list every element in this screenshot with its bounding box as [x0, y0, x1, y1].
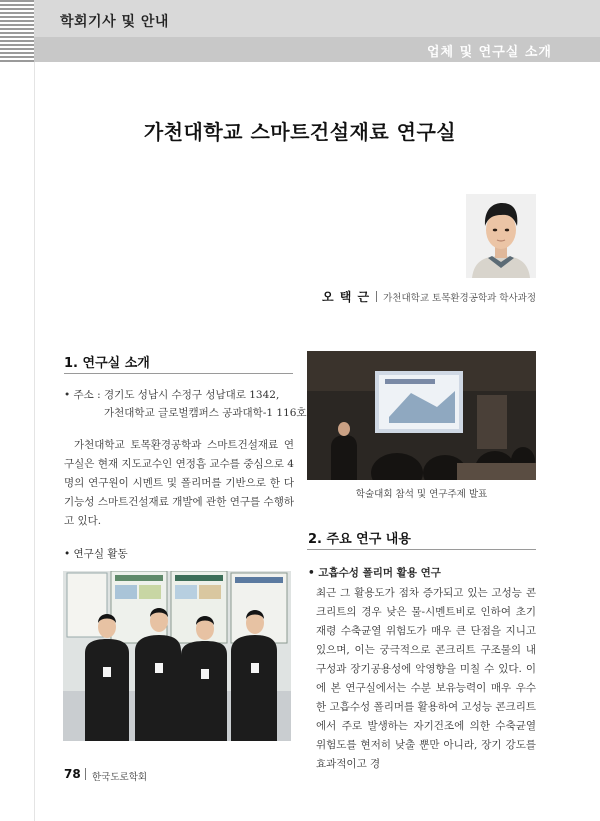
- address-block: [64, 386, 307, 422]
- article-title: 가천대학교 스마트건설재료 연구실: [143, 120, 457, 144]
- margin-stripe: [0, 0, 34, 62]
- author-portrait: [466, 194, 536, 278]
- lab-intro-paragraph: 가천대학교 토목환경공학과 스마트건설재료 연구실은 현재 지도교수인 연정흠 교수를 중심으로 4명의 연구원이 시멘트 및 폴리머를 기반으로 한 다기능성 스마트건설재료 개발에 관한 연구를 수행하고 있다.: [64, 439, 294, 527]
- figure-caption: 학술대회 참석 및 연구주제 발표: [355, 489, 488, 500]
- section-2-rule: [307, 549, 536, 550]
- author-name: 오 택 근: [321, 290, 371, 304]
- conference-presentation-scene: [307, 351, 536, 480]
- section-1-heading: 1. 연구실 소개: [64, 356, 150, 371]
- address-line-1: • 주소 : 경기도 성남시 수정구 성남대로 1342,: [64, 389, 280, 401]
- author-affiliation: 가천대학교 토목환경공학과 학사과정: [383, 293, 536, 304]
- margin-rule: [34, 62, 35, 821]
- section-2-heading: 2. 주요 연구 내용: [308, 532, 411, 547]
- team-poster-scene: [63, 571, 291, 741]
- category-label: 업체 및 연구실 소개: [426, 45, 552, 60]
- section-1-rule: [64, 373, 293, 374]
- publication-name: 한국도로학회: [92, 772, 148, 783]
- lab-activities-label: • 연구실 활동: [64, 548, 128, 560]
- address-line-2: 가천대학교 글로벌캠퍼스 공과대학-1 116호: [104, 407, 307, 419]
- author-photo: [466, 194, 536, 278]
- page-number: 78: [64, 767, 81, 781]
- byline-divider: [376, 291, 377, 302]
- author-byline: [322, 288, 536, 305]
- lab-team-photo: [63, 571, 291, 741]
- section-title: 학회기사 및 안내: [60, 14, 169, 30]
- research-topic-label: • 고흡수성 폴리머 활용 연구: [308, 567, 441, 579]
- footer-divider: [85, 768, 86, 780]
- conference-photo: [307, 351, 536, 480]
- research-paragraph: 최근 그 활용도가 점차 증가되고 있는 고성능 콘크리트의 경우 낮은 물-시멘트비로 인하여 초기재령 수축균열 위험도가 매우 큰 단점을 지니고 있으며, 이는 궁극적으로 콘크리트 구조물의 내구성과 장기공용성에 악영향을 미칠 수 있다. 이에 본 연구실에서는 수분 보유능력이 매우 우수한 고흡수성 폴리머를 활용하여 고성능 콘크리트에서 주로 발생하는 자기건조에 의한 수축균열 위험도를 현저히 낮출 뿐만 아니라, 장기 강도를 효과적이고 경: [316, 587, 536, 770]
